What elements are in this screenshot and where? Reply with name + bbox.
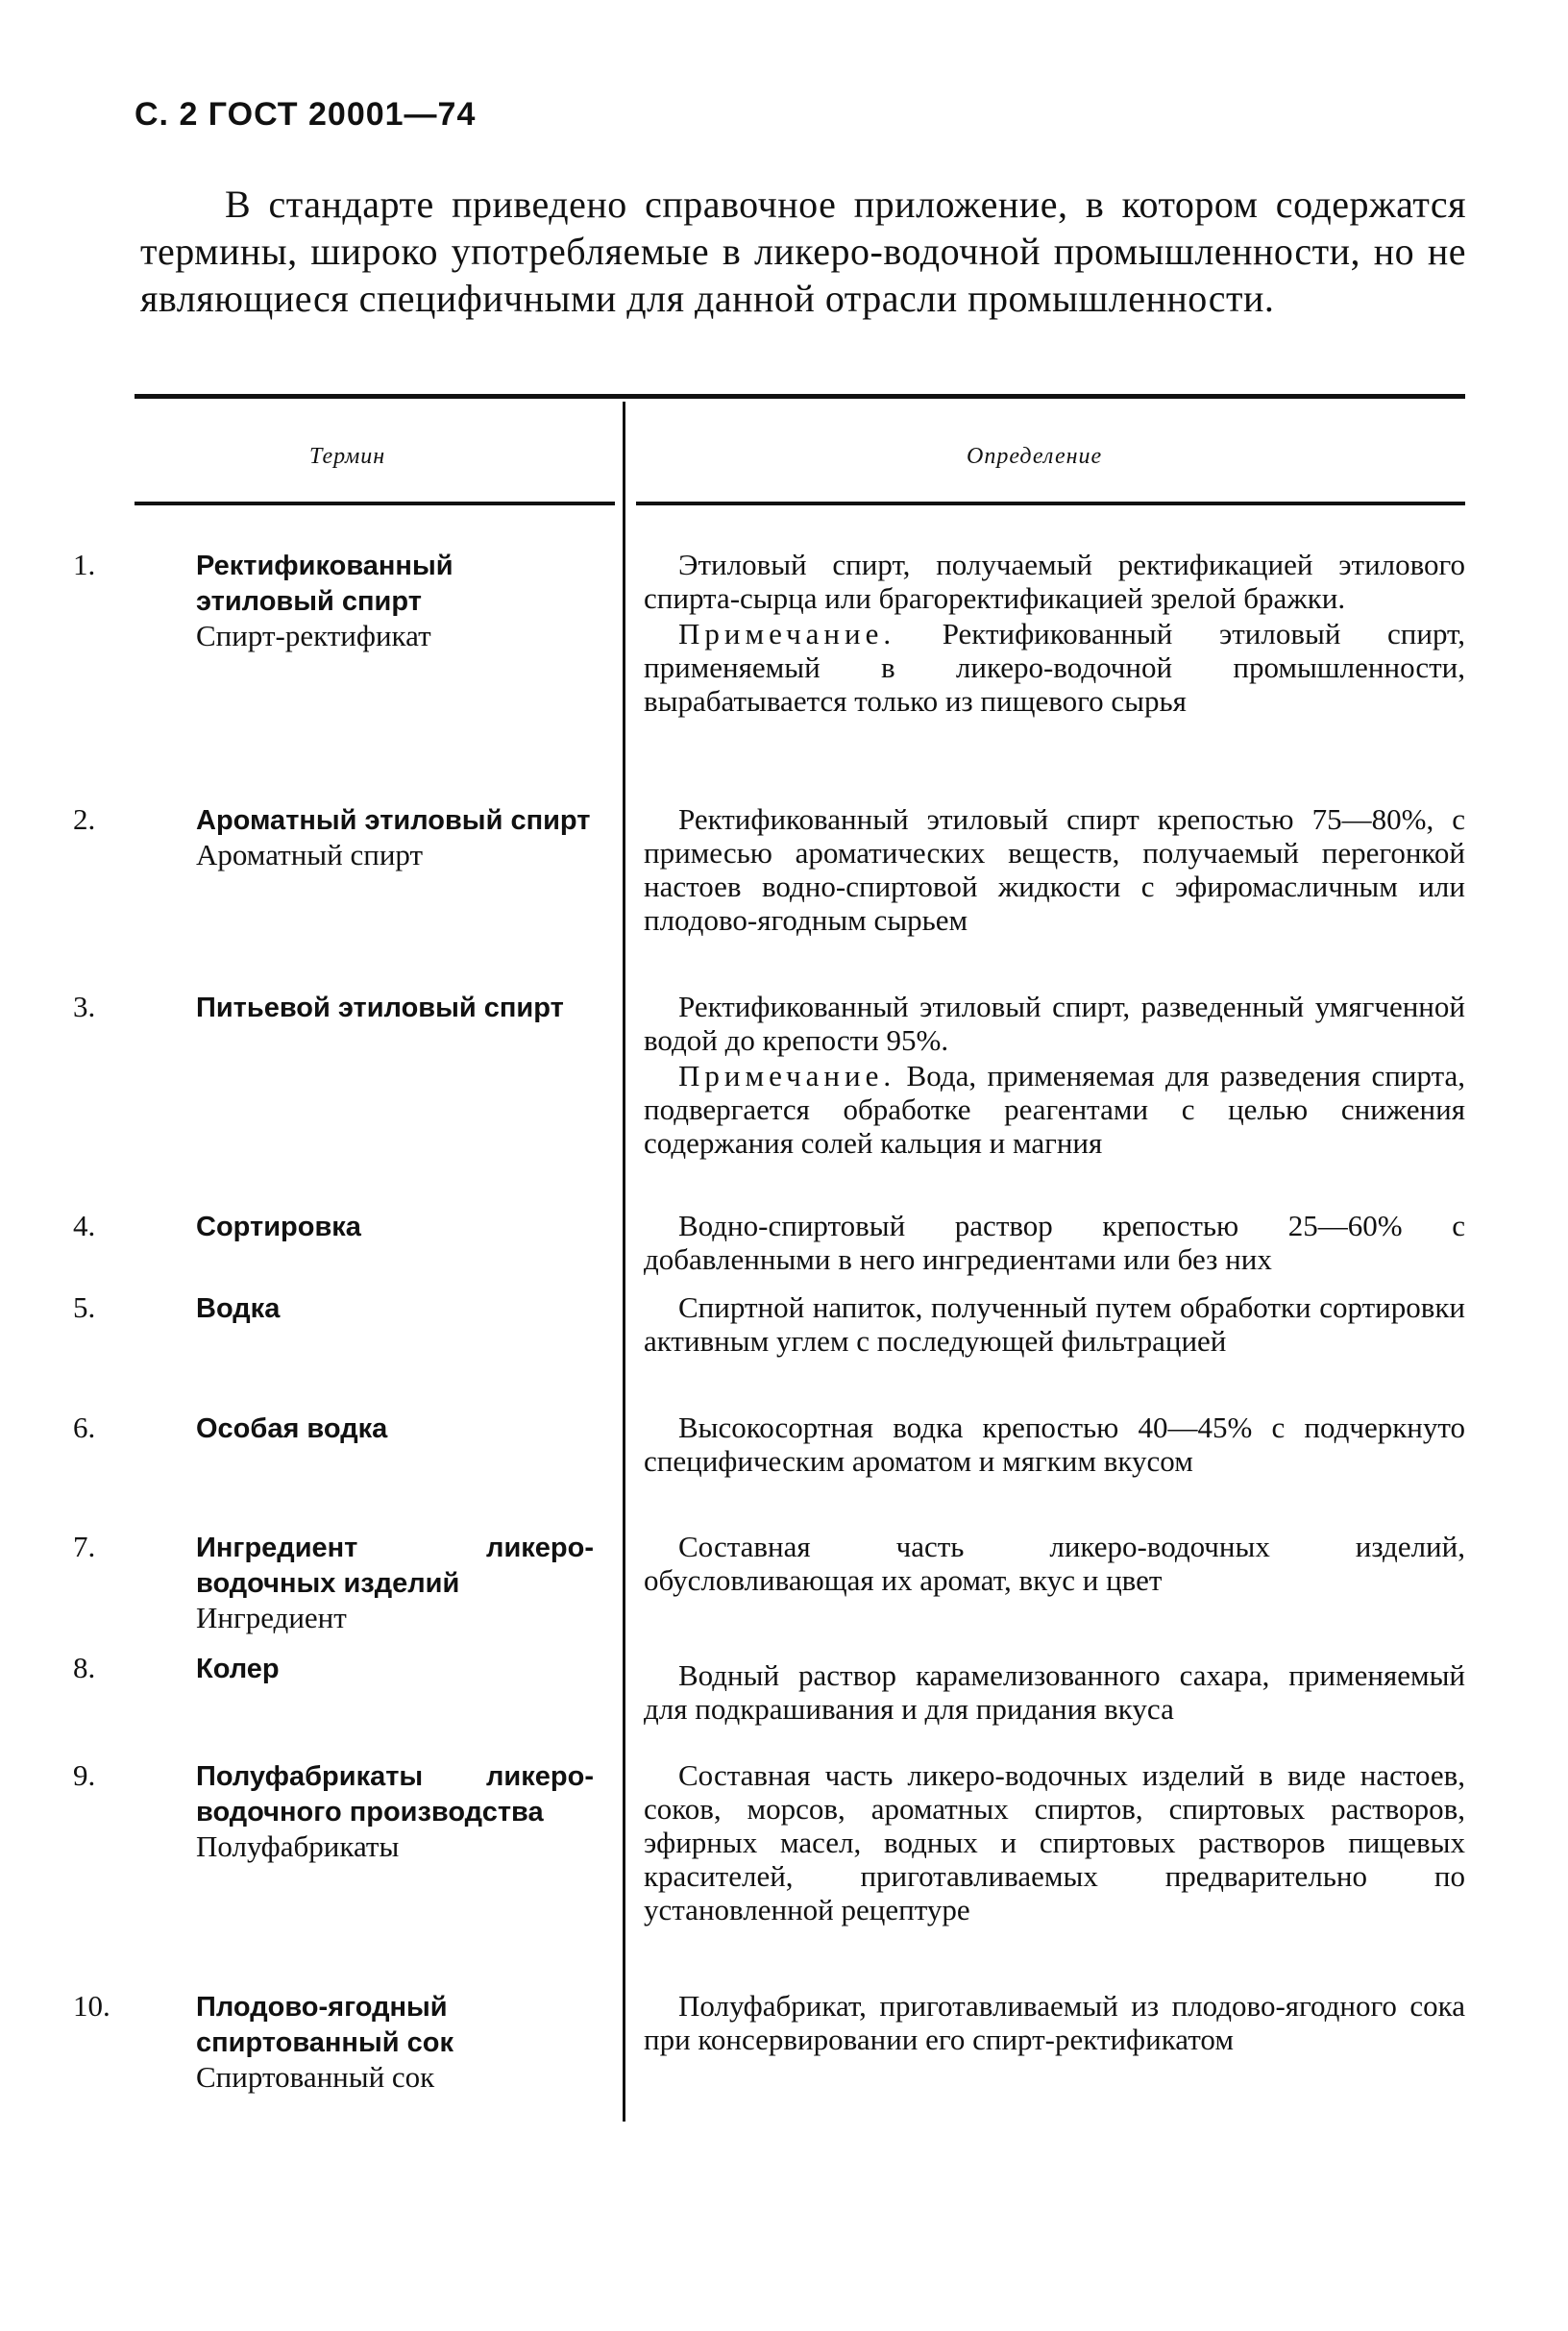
definition-text: Ректификованный этиловый спирт, разведенный умягченной водой до крепости 95%.	[644, 990, 1465, 1057]
definition-cell	[644, 548, 1465, 718]
term-name: Питьевой этиловый спирт	[196, 993, 564, 1023]
term-name: Колер	[196, 1654, 280, 1684]
table-top-rule	[135, 394, 1465, 399]
term-synonym: Спирт-ректификат	[196, 619, 431, 652]
intro-paragraph: В стандарте приведено справочное приложение, в котором содержатся термины, широко употребляемые в ликеро-водочной промышленности, но не являющиеся специфичными для данной отрасли промышленности.	[140, 183, 1466, 320]
term-cell	[73, 1651, 594, 1686]
term-number: 10.	[73, 1989, 110, 2023]
definition-text: Высокосортная водка крепостью 40—45% с подчеркнуто специфическим ароматом и мягким вкусом	[644, 1411, 1465, 1478]
definition-cell	[644, 1758, 1465, 1926]
definition-note	[644, 617, 1465, 718]
definition-text: Водно-спиртовый раствор крепостью 25—60% с добавленными в него ингредиентами или без них	[644, 1209, 1465, 1276]
definition-cell	[644, 802, 1465, 937]
term-cell	[73, 1530, 594, 1634]
term-number: 9.	[73, 1758, 96, 1792]
header-rule-right	[636, 502, 1465, 505]
term-number: 3.	[73, 990, 96, 1023]
column-divider	[623, 402, 625, 2122]
page-header: С. 2 ГОСТ 20001—74	[135, 96, 477, 133]
note-text: Вода, применяемая для разведения спирта, подвергается обработке реагентами с целью снижения содержания солей кальция и магния	[644, 1059, 1466, 1160]
definition-cell	[644, 1411, 1465, 1478]
term-synonym: Полуфабрикаты	[196, 1829, 400, 1863]
definition-text: Водный раствор карамелизованного сахара, применяемый для подкрашивания и для придания вкуса	[644, 1658, 1465, 1726]
note-label: Примечание.	[678, 1059, 896, 1092]
term-cell	[73, 1989, 594, 2094]
definition-cell	[644, 1530, 1465, 1597]
term-name: Ингредиент ликеро-водочных изделий	[196, 1533, 594, 1599]
definition-text: Полуфабрикат, приготавливаемый из плодово-ягодного сока при консервировании его спирт-ректификатом	[644, 1989, 1465, 2056]
term-synonym: Спиртованный сок	[196, 2060, 435, 2094]
definition-cell	[644, 1209, 1465, 1276]
definition-note	[644, 1059, 1465, 1160]
term-number: 2.	[73, 802, 96, 836]
term-name: Сортировка	[196, 1212, 361, 1242]
term-name: Ректификованный этиловый спирт	[196, 551, 453, 617]
term-cell	[73, 1290, 594, 1326]
column-header-term: Термин	[309, 444, 386, 469]
note-label: Примечание.	[678, 617, 896, 650]
term-synonym: Ингредиент	[196, 1601, 347, 1634]
term-name: Плодово-ягодный спиртованный сок	[196, 1992, 453, 2058]
term-name: Полуфабрикаты ликеро-водочного производства	[196, 1761, 594, 1828]
term-name: Ароматный этиловый спирт	[196, 805, 591, 836]
definition-cell	[644, 1989, 1465, 2056]
definition-text: Ректификованный этиловый спирт крепостью 75—80%, с примесью ароматических веществ, получаемый перегонкой настоев водно-спиртовой жидкости с эфиромасличным или плодово-ягодным сырьем	[644, 802, 1465, 937]
term-number: 7.	[73, 1530, 96, 1563]
definition-cell	[644, 1290, 1465, 1358]
term-cell	[73, 1758, 594, 1863]
term-cell	[73, 990, 594, 1025]
definition-text: Составная часть ликеро-водочных изделий, обусловливающая их аромат, вкус и цвет	[644, 1530, 1465, 1597]
term-number: 8.	[73, 1651, 96, 1684]
definition-cell	[644, 990, 1465, 1160]
definition-text: Спиртной напиток, полученный путем обработки сортировки активным углем с последующей фильтрацией	[644, 1290, 1465, 1358]
term-cell	[73, 1411, 594, 1446]
term-cell	[73, 802, 594, 871]
note-text: Ректификованный этиловый спирт, применяемый в ликеро-водочной промышленности, вырабатывается только из пищевого сырья	[644, 617, 1465, 718]
definition-text: Составная часть ликеро-водочных изделий в виде настоев, соков, морсов, ароматных спиртов, спиртовых растворов, эфирных масел, водных и спиртовых растворов пищевых красителей, приготавливаемых предварительно по установленной рецептуре	[644, 1758, 1465, 1926]
term-number: 1.	[73, 548, 96, 581]
definition-cell	[644, 1658, 1465, 1726]
term-name: Водка	[196, 1293, 281, 1324]
term-name: Особая водка	[196, 1413, 388, 1444]
term-cell	[73, 548, 594, 652]
term-number: 5.	[73, 1290, 96, 1324]
definition-text: Этиловый спирт, получаемый ректификацией этилового спирта-сырца или брагоректификацией зрелой бражки.	[644, 548, 1465, 615]
term-number: 6.	[73, 1411, 96, 1444]
term-cell	[73, 1209, 594, 1244]
column-header-definition: Определение	[967, 444, 1103, 469]
term-synonym: Ароматный спирт	[196, 838, 424, 871]
term-number: 4.	[73, 1209, 96, 1242]
header-rule-left	[135, 502, 615, 505]
